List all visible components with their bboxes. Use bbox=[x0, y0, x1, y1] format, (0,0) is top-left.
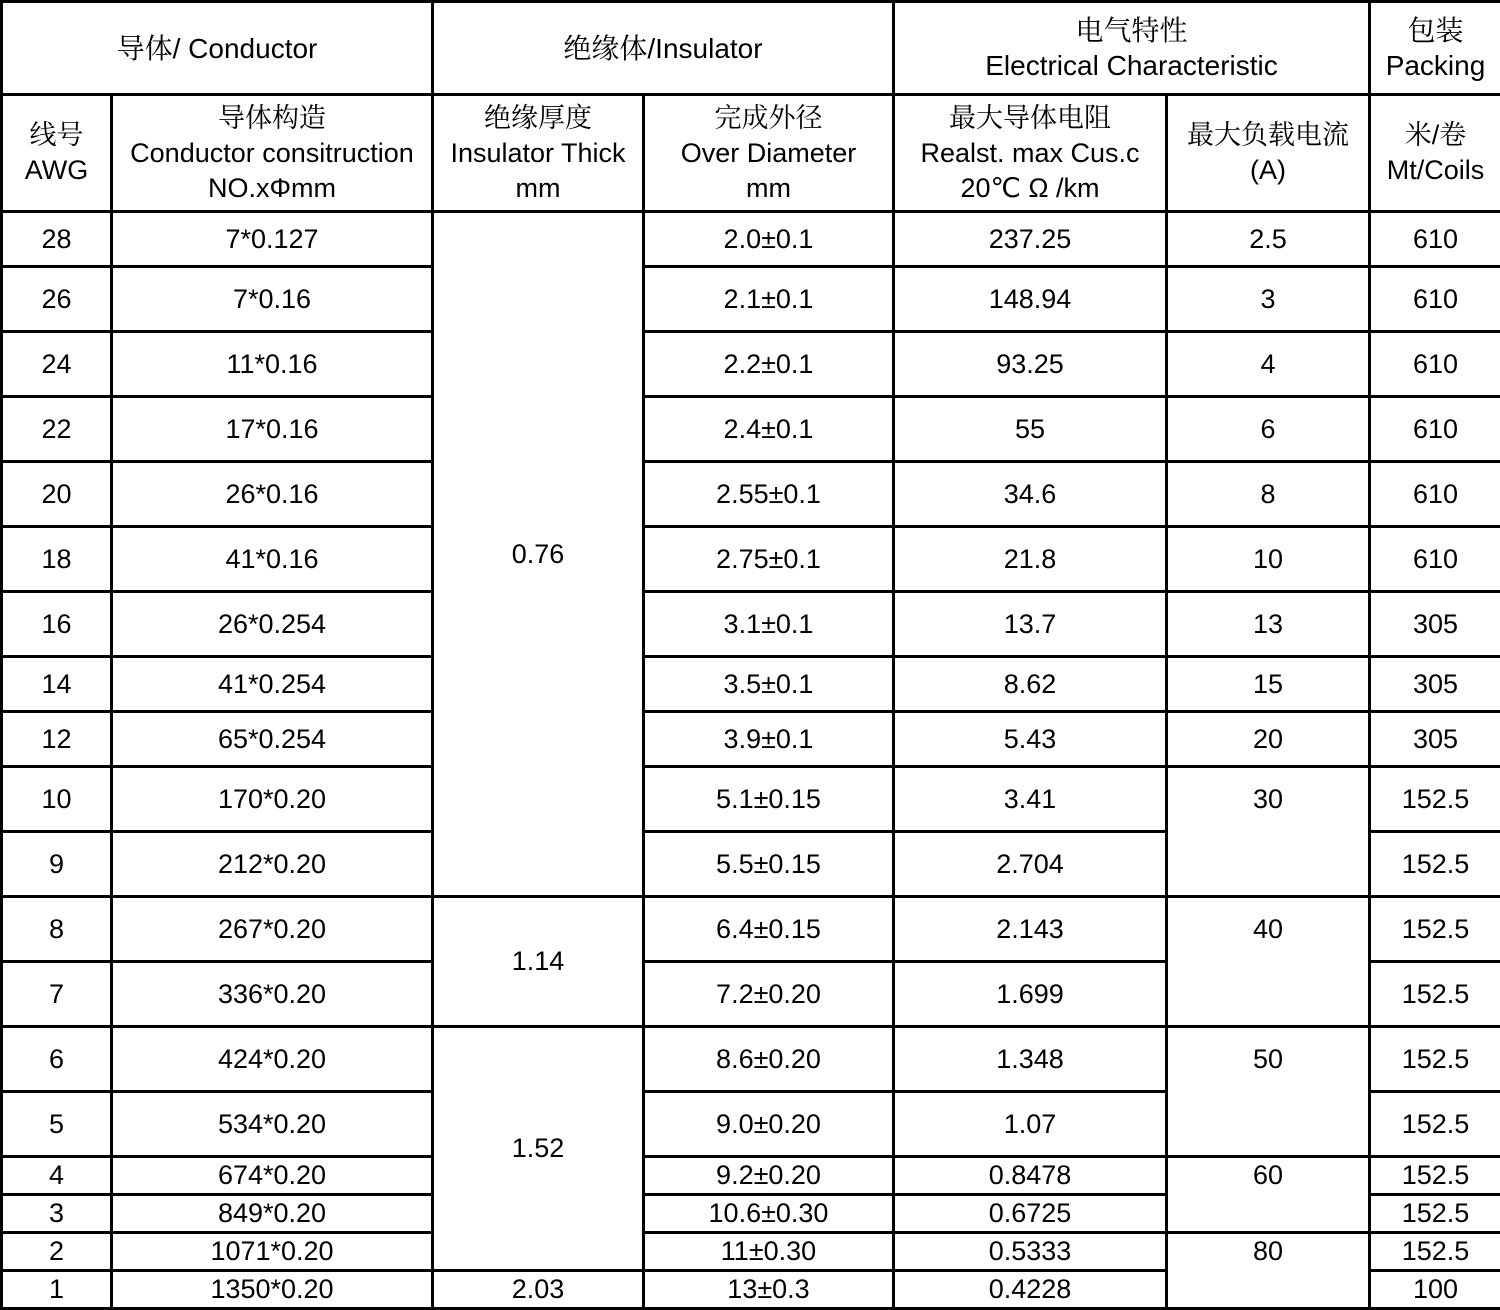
diameter-cell: 2.55±0.1 bbox=[644, 462, 894, 527]
resistance-cell: 1.699 bbox=[894, 962, 1167, 1027]
coil-cell: 610 bbox=[1370, 462, 1500, 527]
awg-cell: 18 bbox=[2, 527, 112, 592]
table-row bbox=[2, 767, 1500, 832]
resistance-cell: 93.25 bbox=[894, 332, 1167, 397]
current-cell: 50 bbox=[1167, 1027, 1370, 1157]
insulator-thick-cell: 1.14 bbox=[433, 897, 644, 1027]
insulator-thick-cell: 0.76 bbox=[433, 212, 644, 897]
awg-cell: 12 bbox=[2, 712, 112, 767]
electrical-header: 电气特性 Electrical Characteristic bbox=[894, 2, 1370, 95]
resistance-cell: 0.6725 bbox=[894, 1195, 1167, 1233]
resistance-cell: 237.25 bbox=[894, 212, 1167, 267]
resistance-cell: 8.62 bbox=[894, 657, 1167, 712]
header-row-sub bbox=[2, 95, 1500, 212]
diameter-cell: 5.5±0.15 bbox=[644, 832, 894, 897]
coil-cell: 152.5 bbox=[1370, 767, 1500, 832]
coil-cell: 152.5 bbox=[1370, 1233, 1500, 1271]
awg-header: 线号 AWG bbox=[2, 95, 112, 212]
diameter-cell: 7.2±0.20 bbox=[644, 962, 894, 1027]
coil-cell: 152.5 bbox=[1370, 832, 1500, 897]
diameter-cell: 2.75±0.1 bbox=[644, 527, 894, 592]
construction-cell: 170*0.20 bbox=[112, 767, 433, 832]
packing-header: 包装 Packing bbox=[1370, 2, 1500, 95]
construction-cell: 26*0.16 bbox=[112, 462, 433, 527]
conductor-header: 导体/ Conductor bbox=[2, 2, 433, 95]
resistance-cell: 1.07 bbox=[894, 1092, 1167, 1157]
table-row bbox=[2, 267, 1500, 332]
awg-cell: 9 bbox=[2, 832, 112, 897]
insulator-thick-header: 绝缘厚度 Insulator Thick mm bbox=[433, 95, 644, 212]
diameter-cell: 3.1±0.1 bbox=[644, 592, 894, 657]
current-cell: 8 bbox=[1167, 462, 1370, 527]
header-row-top bbox=[2, 2, 1500, 95]
coil-cell: 305 bbox=[1370, 592, 1500, 657]
resistance-header: 最大导体电阻 Realst. max Cus.c 20℃ Ω /km bbox=[894, 95, 1167, 212]
table-row bbox=[2, 527, 1500, 592]
current-cell: 40 bbox=[1167, 897, 1370, 1027]
diameter-cell: 13±0.3 bbox=[644, 1271, 894, 1309]
current-cell: 80 bbox=[1167, 1233, 1370, 1309]
resistance-cell: 3.41 bbox=[894, 767, 1167, 832]
diameter-cell: 9.0±0.20 bbox=[644, 1092, 894, 1157]
awg-cell: 16 bbox=[2, 592, 112, 657]
diameter-cell: 3.5±0.1 bbox=[644, 657, 894, 712]
construction-cell: 267*0.20 bbox=[112, 897, 433, 962]
current-cell: 13 bbox=[1167, 592, 1370, 657]
awg-cell: 8 bbox=[2, 897, 112, 962]
coil-cell: 610 bbox=[1370, 332, 1500, 397]
table-row bbox=[2, 657, 1500, 712]
diameter-cell: 11±0.30 bbox=[644, 1233, 894, 1271]
awg-cell: 20 bbox=[2, 462, 112, 527]
coil-cell: 610 bbox=[1370, 212, 1500, 267]
construction-cell: 849*0.20 bbox=[112, 1195, 433, 1233]
current-cell: 6 bbox=[1167, 397, 1370, 462]
coil-header: 米/卷 Mt/Coils bbox=[1370, 95, 1500, 212]
diameter-cell: 2.2±0.1 bbox=[644, 332, 894, 397]
current-cell: 10 bbox=[1167, 527, 1370, 592]
coil-cell: 152.5 bbox=[1370, 1195, 1500, 1233]
table-row bbox=[2, 332, 1500, 397]
construction-cell: 212*0.20 bbox=[112, 832, 433, 897]
table-row bbox=[2, 712, 1500, 767]
resistance-cell: 2.143 bbox=[894, 897, 1167, 962]
construction-cell: 41*0.16 bbox=[112, 527, 433, 592]
coil-cell: 610 bbox=[1370, 267, 1500, 332]
current-cell: 60 bbox=[1167, 1157, 1370, 1233]
table-row bbox=[2, 1233, 1500, 1271]
current-cell: 2.5 bbox=[1167, 212, 1370, 267]
resistance-cell: 0.8478 bbox=[894, 1157, 1167, 1195]
construction-cell: 65*0.254 bbox=[112, 712, 433, 767]
construction-cell: 17*0.16 bbox=[112, 397, 433, 462]
resistance-cell: 34.6 bbox=[894, 462, 1167, 527]
resistance-cell: 13.7 bbox=[894, 592, 1167, 657]
awg-cell: 14 bbox=[2, 657, 112, 712]
coil-cell: 610 bbox=[1370, 527, 1500, 592]
diameter-cell: 10.6±0.30 bbox=[644, 1195, 894, 1233]
awg-cell: 5 bbox=[2, 1092, 112, 1157]
current-cell: 3 bbox=[1167, 267, 1370, 332]
awg-cell: 10 bbox=[2, 767, 112, 832]
awg-cell: 7 bbox=[2, 962, 112, 1027]
insulator-header: 绝缘体/Insulator bbox=[433, 2, 894, 95]
construction-cell: 11*0.16 bbox=[112, 332, 433, 397]
construction-cell: 7*0.16 bbox=[112, 267, 433, 332]
awg-cell: 6 bbox=[2, 1027, 112, 1092]
table-row bbox=[2, 462, 1500, 527]
construction-cell: 7*0.127 bbox=[112, 212, 433, 267]
awg-cell: 28 bbox=[2, 212, 112, 267]
resistance-cell: 55 bbox=[894, 397, 1167, 462]
diameter-cell: 3.9±0.1 bbox=[644, 712, 894, 767]
awg-cell: 26 bbox=[2, 267, 112, 332]
table-row bbox=[2, 397, 1500, 462]
diameter-cell: 2.4±0.1 bbox=[644, 397, 894, 462]
resistance-cell: 5.43 bbox=[894, 712, 1167, 767]
table-row bbox=[2, 1027, 1500, 1092]
construction-header: 导体构造 Conductor consitruction NO.xΦmm bbox=[112, 95, 433, 212]
coil-cell: 152.5 bbox=[1370, 962, 1500, 1027]
coil-cell: 152.5 bbox=[1370, 1092, 1500, 1157]
diameter-cell: 9.2±0.20 bbox=[644, 1157, 894, 1195]
resistance-cell: 0.5333 bbox=[894, 1233, 1167, 1271]
resistance-cell: 148.94 bbox=[894, 267, 1167, 332]
current-header: 最大负载电流 (A) bbox=[1167, 95, 1370, 212]
coil-cell: 152.5 bbox=[1370, 897, 1500, 962]
table-row bbox=[2, 1157, 1500, 1195]
coil-cell: 152.5 bbox=[1370, 1027, 1500, 1092]
construction-cell: 1350*0.20 bbox=[112, 1271, 433, 1309]
construction-cell: 41*0.254 bbox=[112, 657, 433, 712]
construction-cell: 336*0.20 bbox=[112, 962, 433, 1027]
coil-cell: 152.5 bbox=[1370, 1157, 1500, 1195]
table-row bbox=[2, 592, 1500, 657]
resistance-cell: 1.348 bbox=[894, 1027, 1167, 1092]
insulator-thick-cell: 1.52 bbox=[433, 1027, 644, 1271]
current-cell: 30 bbox=[1167, 767, 1370, 897]
construction-cell: 26*0.254 bbox=[112, 592, 433, 657]
resistance-cell: 0.4228 bbox=[894, 1271, 1167, 1309]
resistance-cell: 2.704 bbox=[894, 832, 1167, 897]
coil-cell: 100 bbox=[1370, 1271, 1500, 1309]
construction-cell: 424*0.20 bbox=[112, 1027, 433, 1092]
current-cell: 4 bbox=[1167, 332, 1370, 397]
diameter-cell: 8.6±0.20 bbox=[644, 1027, 894, 1092]
awg-cell: 22 bbox=[2, 397, 112, 462]
construction-cell: 674*0.20 bbox=[112, 1157, 433, 1195]
diameter-cell: 6.4±0.15 bbox=[644, 897, 894, 962]
coil-cell: 305 bbox=[1370, 657, 1500, 712]
diameter-cell: 2.1±0.1 bbox=[644, 267, 894, 332]
construction-cell: 1071*0.20 bbox=[112, 1233, 433, 1271]
construction-cell: 534*0.20 bbox=[112, 1092, 433, 1157]
awg-cell: 1 bbox=[2, 1271, 112, 1309]
resistance-cell: 21.8 bbox=[894, 527, 1167, 592]
diameter-cell: 5.1±0.15 bbox=[644, 767, 894, 832]
table-row bbox=[2, 897, 1500, 962]
awg-cell: 2 bbox=[2, 1233, 112, 1271]
coil-cell: 610 bbox=[1370, 397, 1500, 462]
awg-cell: 4 bbox=[2, 1157, 112, 1195]
coil-cell: 305 bbox=[1370, 712, 1500, 767]
awg-cell: 24 bbox=[2, 332, 112, 397]
diameter-cell: 2.0±0.1 bbox=[644, 212, 894, 267]
insulator-thick-cell: 2.03 bbox=[433, 1271, 644, 1309]
current-cell: 15 bbox=[1167, 657, 1370, 712]
current-cell: 20 bbox=[1167, 712, 1370, 767]
awg-cell: 3 bbox=[2, 1195, 112, 1233]
over-diameter-header: 完成外径 Over Diameter mm bbox=[644, 95, 894, 212]
table-row bbox=[2, 212, 1500, 267]
